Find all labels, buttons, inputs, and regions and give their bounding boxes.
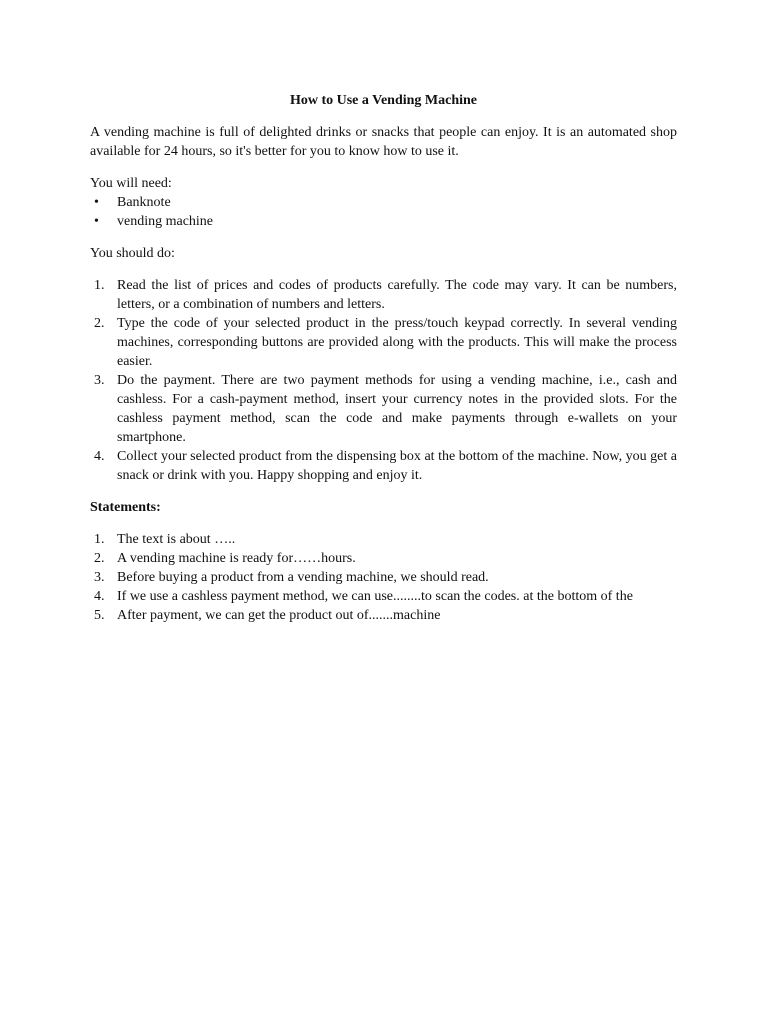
step-number: 2. [94,316,105,331]
needs-list [90,193,677,231]
document-title: How to Use a Vending Machine [289,93,478,108]
statement-number: 1. [94,532,105,547]
step-number: 3. [94,373,105,388]
bullet-icon: • [94,195,99,210]
step-text: Do the payment. There are two payment methods for using a vending machine, i.e., cash and cashless. For a cash-payment method, insert your currency notes in the provided slots. For the cashless payment method, scan the code and make payments through e-wallets on your smartphone. [117,373,677,445]
statement-number: 2. [94,551,105,566]
list-item [90,587,677,606]
list-item [90,447,677,485]
needs-heading: You will need: [90,176,172,191]
needs-item-text: vending machine [117,214,214,229]
step-number: 4. [94,449,105,464]
list-item [90,314,677,371]
list-item [90,193,677,212]
list-item [90,212,677,231]
step-text: Read the list of prices and codes of products carefully. The code may vary. It can be numbers, letters, or a combination of numbers and letters. [117,278,677,312]
list-item [90,606,677,625]
step-number: 1. [94,278,105,293]
statement-text: Before buying a product from a vending machine, we should read. [117,570,489,585]
statement-text: The text is about ….. [117,532,236,547]
list-item [90,530,677,549]
statement-text: A vending machine is ready for……hours. [117,551,356,566]
step-text: Collect your selected product from the dispensing box at the bottom of the machine. Now, you get a snack or drink with you. Happy shopping and enjoy it. [117,449,677,483]
list-item [90,549,677,568]
list-item [90,371,677,447]
document-page [90,91,677,625]
step-text: Type the code of your selected product in the press/touch keypad correctly. In several vending machines, corresponding buttons are provided along with the products. This will make the process easier. [117,316,677,369]
statement-number: 3. [94,570,105,585]
intro-paragraph: A vending machine is full of delighted drinks or snacks that people can enjoy. It is an automated shop available for 24 hours, so it's better for you to know how to use it. [90,125,677,159]
statement-text: If we use a cashless payment method, we can use........to scan the codes. at the bottom of the [117,589,633,604]
needs-item-text: Banknote [117,195,171,210]
steps-heading: You should do: [90,246,175,261]
bullet-icon: • [94,214,99,229]
list-item [90,276,677,314]
statement-number: 4. [94,589,105,604]
statements-list [90,530,677,625]
list-item [90,568,677,587]
statements-heading: Statements: [90,500,161,515]
steps-list [90,276,677,485]
statement-text: After payment, we can get the product out of.......machine [117,608,441,623]
statement-number: 5. [94,608,105,623]
